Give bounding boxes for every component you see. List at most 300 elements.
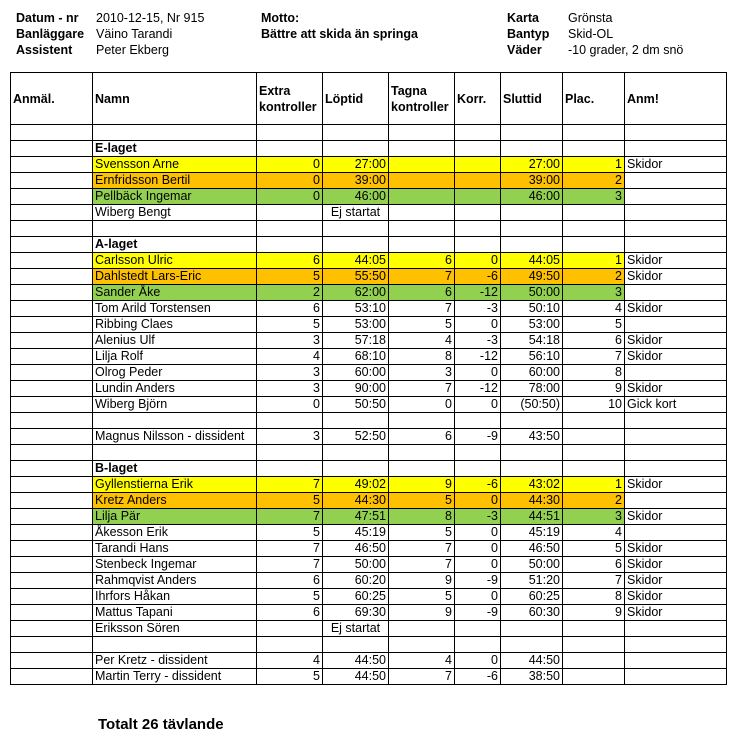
anmal-cell[interactable]	[11, 333, 93, 349]
name-cell[interactable]: Tarandi Hans	[93, 541, 257, 557]
korr-cell[interactable]: 0	[455, 493, 501, 509]
anm-cell[interactable]: Skidor	[625, 269, 727, 285]
sluttid-cell[interactable]: 60:00	[501, 365, 563, 381]
empty-cell[interactable]	[11, 141, 93, 157]
tagna-cell[interactable]	[389, 205, 455, 221]
anmal-cell[interactable]	[11, 573, 93, 589]
korr-cell[interactable]: -6	[455, 477, 501, 493]
empty-cell[interactable]	[389, 461, 455, 477]
korr-cell[interactable]: 0	[455, 317, 501, 333]
loptid-cell[interactable]: 60:20	[323, 573, 389, 589]
col-header-korr[interactable]: Korr.	[455, 73, 501, 125]
korr-cell[interactable]: -9	[455, 573, 501, 589]
korr-cell[interactable]: -12	[455, 349, 501, 365]
tagna-cell[interactable]: 8	[389, 349, 455, 365]
vader-value[interactable]: -10 grader, 2 dm snö	[568, 43, 684, 57]
korr-cell[interactable]: -3	[455, 333, 501, 349]
col-header-anm[interactable]: Anm!	[625, 73, 727, 125]
tagna-cell[interactable]	[389, 173, 455, 189]
tagna-cell[interactable]: 7	[389, 541, 455, 557]
tagna-cell[interactable]: 4	[389, 653, 455, 669]
extra-cell[interactable]: 3	[257, 381, 323, 397]
empty-cell[interactable]	[93, 125, 257, 141]
extra-cell[interactable]: 6	[257, 301, 323, 317]
empty-cell[interactable]	[11, 221, 93, 237]
anm-cell[interactable]	[625, 429, 727, 445]
anmal-cell[interactable]	[11, 381, 93, 397]
extra-cell[interactable]: 0	[257, 189, 323, 205]
empty-cell[interactable]	[389, 221, 455, 237]
empty-cell[interactable]	[257, 445, 323, 461]
anmal-cell[interactable]	[11, 365, 93, 381]
name-cell[interactable]: Kretz Anders	[93, 493, 257, 509]
anm-cell[interactable]: Skidor	[625, 541, 727, 557]
tagna-cell[interactable]: 0	[389, 397, 455, 413]
plac-cell[interactable]: 7	[563, 349, 625, 365]
empty-cell[interactable]	[501, 445, 563, 461]
empty-cell[interactable]	[625, 221, 727, 237]
tagna-cell[interactable]: 7	[389, 269, 455, 285]
tagna-cell[interactable]: 9	[389, 605, 455, 621]
empty-cell[interactable]	[501, 125, 563, 141]
extra-cell[interactable]: 5	[257, 269, 323, 285]
col-header-anmal[interactable]: Anmäl.	[11, 73, 93, 125]
anm-cell[interactable]	[625, 365, 727, 381]
plac-cell[interactable]	[563, 621, 625, 637]
anm-cell[interactable]: Skidor	[625, 589, 727, 605]
extra-cell[interactable]: 0	[257, 397, 323, 413]
plac-cell[interactable]: 3	[563, 285, 625, 301]
loptid-cell[interactable]: 49:02	[323, 477, 389, 493]
extra-cell[interactable]: 6	[257, 253, 323, 269]
sluttid-cell[interactable]: 44:05	[501, 253, 563, 269]
empty-cell[interactable]	[563, 237, 625, 253]
sluttid-cell[interactable]: 27:00	[501, 157, 563, 173]
anm-cell[interactable]	[625, 493, 727, 509]
anmal-cell[interactable]	[11, 189, 93, 205]
empty-cell[interactable]	[323, 413, 389, 429]
anmal-cell[interactable]	[11, 253, 93, 269]
plac-cell[interactable]: 3	[563, 509, 625, 525]
name-cell[interactable]: Alenius Ulf	[93, 333, 257, 349]
loptid-cell[interactable]: 44:30	[323, 493, 389, 509]
name-cell[interactable]: Lundin Anders	[93, 381, 257, 397]
empty-cell[interactable]	[93, 637, 257, 653]
plac-cell[interactable]: 10	[563, 397, 625, 413]
extra-cell[interactable]: 6	[257, 605, 323, 621]
empty-cell[interactable]	[455, 221, 501, 237]
loptid-cell[interactable]: 44:05	[323, 253, 389, 269]
sluttid-cell[interactable]	[501, 621, 563, 637]
korr-cell[interactable]: -6	[455, 269, 501, 285]
plac-cell[interactable]: 2	[563, 493, 625, 509]
empty-cell[interactable]	[625, 125, 727, 141]
anmal-cell[interactable]	[11, 525, 93, 541]
name-cell[interactable]: Olrog Peder	[93, 365, 257, 381]
empty-cell[interactable]	[323, 461, 389, 477]
sluttid-cell[interactable]: 44:51	[501, 509, 563, 525]
korr-cell[interactable]	[455, 621, 501, 637]
col-header-tagna[interactable]: Tagna kontroller	[389, 73, 455, 125]
tagna-cell[interactable]: 9	[389, 477, 455, 493]
empty-cell[interactable]	[323, 141, 389, 157]
anmal-cell[interactable]	[11, 301, 93, 317]
empty-cell[interactable]	[11, 461, 93, 477]
plac-cell[interactable]: 5	[563, 317, 625, 333]
loptid-cell[interactable]: 27:00	[323, 157, 389, 173]
tagna-cell[interactable]: 9	[389, 573, 455, 589]
korr-cell[interactable]	[455, 157, 501, 173]
empty-cell[interactable]	[323, 221, 389, 237]
empty-cell[interactable]	[257, 461, 323, 477]
anmal-cell[interactable]	[11, 541, 93, 557]
korr-cell[interactable]: 0	[455, 397, 501, 413]
tagna-cell[interactable]: 3	[389, 365, 455, 381]
empty-cell[interactable]	[389, 413, 455, 429]
korr-cell[interactable]: 0	[455, 589, 501, 605]
anmal-cell[interactable]	[11, 429, 93, 445]
anm-cell[interactable]: Skidor	[625, 333, 727, 349]
empty-cell[interactable]	[563, 413, 625, 429]
anm-cell[interactable]: Skidor	[625, 301, 727, 317]
tagna-cell[interactable]: 7	[389, 381, 455, 397]
name-cell[interactable]: Tom Arild Torstensen	[93, 301, 257, 317]
sluttid-cell[interactable]: 44:50	[501, 653, 563, 669]
anm-cell[interactable]: Skidor	[625, 557, 727, 573]
col-header-plac[interactable]: Plac.	[563, 73, 625, 125]
empty-cell[interactable]	[257, 221, 323, 237]
name-cell[interactable]: Mattus Tapani	[93, 605, 257, 621]
tagna-cell[interactable]	[389, 621, 455, 637]
tagna-cell[interactable]: 7	[389, 301, 455, 317]
assistent-value[interactable]: Peter Ekberg	[96, 43, 169, 57]
empty-cell[interactable]	[257, 413, 323, 429]
anmal-cell[interactable]	[11, 669, 93, 685]
extra-cell[interactable]: 5	[257, 525, 323, 541]
plac-cell[interactable]: 7	[563, 573, 625, 589]
plac-cell[interactable]: 4	[563, 301, 625, 317]
empty-cell[interactable]	[501, 237, 563, 253]
anm-cell[interactable]: Gick kort	[625, 397, 727, 413]
anmal-cell[interactable]	[11, 589, 93, 605]
name-cell[interactable]: Gyllenstierna Erik	[93, 477, 257, 493]
empty-cell[interactable]	[389, 237, 455, 253]
anmal-cell[interactable]	[11, 653, 93, 669]
empty-cell[interactable]	[11, 445, 93, 461]
anmal-cell[interactable]	[11, 605, 93, 621]
korr-cell[interactable]: -12	[455, 285, 501, 301]
extra-cell[interactable]: 3	[257, 429, 323, 445]
loptid-cell[interactable]: 44:50	[323, 653, 389, 669]
loptid-cell[interactable]: 53:10	[323, 301, 389, 317]
sluttid-cell[interactable]: 49:50	[501, 269, 563, 285]
empty-cell[interactable]	[257, 637, 323, 653]
korr-cell[interactable]: 0	[455, 365, 501, 381]
tagna-cell[interactable]: 5	[389, 317, 455, 333]
korr-cell[interactable]: 0	[455, 653, 501, 669]
anmal-cell[interactable]	[11, 557, 93, 573]
plac-cell[interactable]: 9	[563, 605, 625, 621]
anm-cell[interactable]	[625, 621, 727, 637]
extra-cell[interactable]: 7	[257, 557, 323, 573]
empty-cell[interactable]	[93, 221, 257, 237]
name-cell[interactable]: Magnus Nilsson - dissident	[93, 429, 257, 445]
name-cell[interactable]: Martin Terry - dissident	[93, 669, 257, 685]
empty-cell[interactable]	[563, 461, 625, 477]
korr-cell[interactable]: 0	[455, 253, 501, 269]
col-header-loptid[interactable]: Löptid	[323, 73, 389, 125]
anmal-cell[interactable]	[11, 477, 93, 493]
plac-cell[interactable]: 1	[563, 157, 625, 173]
empty-cell[interactable]	[455, 413, 501, 429]
sluttid-cell[interactable]: 56:10	[501, 349, 563, 365]
anmal-cell[interactable]	[11, 493, 93, 509]
anm-cell[interactable]	[625, 669, 727, 685]
anmal-cell[interactable]	[11, 285, 93, 301]
name-cell[interactable]: Sander Åke	[93, 285, 257, 301]
empty-cell[interactable]	[93, 445, 257, 461]
loptid-cell[interactable]: 44:50	[323, 669, 389, 685]
tagna-cell[interactable]: 8	[389, 509, 455, 525]
korr-cell[interactable]	[455, 173, 501, 189]
name-cell[interactable]: Dahlstedt Lars-Eric	[93, 269, 257, 285]
name-cell[interactable]: Ihrfors Håkan	[93, 589, 257, 605]
tagna-cell[interactable]	[389, 189, 455, 205]
empty-cell[interactable]	[625, 461, 727, 477]
empty-cell[interactable]	[389, 637, 455, 653]
loptid-cell[interactable]: 55:50	[323, 269, 389, 285]
empty-cell[interactable]	[257, 125, 323, 141]
korr-cell[interactable]	[455, 189, 501, 205]
empty-cell[interactable]	[455, 125, 501, 141]
sluttid-cell[interactable]: 43:50	[501, 429, 563, 445]
korr-cell[interactable]: 0	[455, 541, 501, 557]
empty-cell[interactable]	[501, 221, 563, 237]
extra-cell[interactable]: 5	[257, 669, 323, 685]
sluttid-cell[interactable]: 43:02	[501, 477, 563, 493]
anmal-cell[interactable]	[11, 157, 93, 173]
name-cell[interactable]: Per Kretz - dissident	[93, 653, 257, 669]
anm-cell[interactable]: Skidor	[625, 381, 727, 397]
empty-cell[interactable]	[501, 141, 563, 157]
empty-cell[interactable]	[455, 445, 501, 461]
sluttid-cell[interactable]: 60:25	[501, 589, 563, 605]
empty-cell[interactable]	[563, 221, 625, 237]
empty-cell[interactable]	[625, 237, 727, 253]
anm-cell[interactable]: Skidor	[625, 605, 727, 621]
name-cell[interactable]: Ribbing Claes	[93, 317, 257, 333]
sluttid-cell[interactable]: 51:20	[501, 573, 563, 589]
loptid-cell[interactable]: Ej startat	[323, 205, 389, 221]
korr-cell[interactable]: -6	[455, 669, 501, 685]
loptid-cell[interactable]: 60:00	[323, 365, 389, 381]
extra-cell[interactable]: 5	[257, 589, 323, 605]
motto-value[interactable]: Bättre att skida än springa	[261, 27, 418, 41]
korr-cell[interactable]	[455, 205, 501, 221]
extra-cell[interactable]: 4	[257, 653, 323, 669]
anm-cell[interactable]: Skidor	[625, 349, 727, 365]
anm-cell[interactable]	[625, 173, 727, 189]
extra-cell[interactable]: 5	[257, 493, 323, 509]
empty-cell[interactable]	[563, 445, 625, 461]
anm-cell[interactable]: Skidor	[625, 157, 727, 173]
sluttid-cell[interactable]: 39:00	[501, 173, 563, 189]
empty-cell[interactable]	[563, 141, 625, 157]
tagna-cell[interactable]: 5	[389, 525, 455, 541]
sluttid-cell[interactable]: 53:00	[501, 317, 563, 333]
plac-cell[interactable]: 6	[563, 333, 625, 349]
empty-cell[interactable]	[11, 637, 93, 653]
plac-cell[interactable]: 8	[563, 589, 625, 605]
plac-cell[interactable]	[563, 429, 625, 445]
empty-cell[interactable]	[93, 413, 257, 429]
loptid-cell[interactable]: 39:00	[323, 173, 389, 189]
loptid-cell[interactable]: 60:25	[323, 589, 389, 605]
plac-cell[interactable]: 1	[563, 477, 625, 493]
tagna-cell[interactable]: 7	[389, 557, 455, 573]
empty-cell[interactable]	[455, 461, 501, 477]
empty-cell[interactable]	[257, 141, 323, 157]
sluttid-cell[interactable]: 44:30	[501, 493, 563, 509]
name-cell[interactable]: Wiberg Björn	[93, 397, 257, 413]
extra-cell[interactable]: 7	[257, 477, 323, 493]
sluttid-cell[interactable]: (50:50)	[501, 397, 563, 413]
tagna-cell[interactable]: 6	[389, 429, 455, 445]
anm-cell[interactable]: Skidor	[625, 477, 727, 493]
name-cell[interactable]: Pellbäck Ingemar	[93, 189, 257, 205]
tagna-cell[interactable]: 7	[389, 669, 455, 685]
col-header-extra[interactable]: Extra kontroller	[257, 73, 323, 125]
anmal-cell[interactable]	[11, 397, 93, 413]
empty-cell[interactable]	[625, 637, 727, 653]
sluttid-cell[interactable]: 45:19	[501, 525, 563, 541]
plac-cell[interactable]: 8	[563, 365, 625, 381]
plac-cell[interactable]	[563, 669, 625, 685]
name-cell[interactable]: Lilja Pär	[93, 509, 257, 525]
korr-cell[interactable]: -12	[455, 381, 501, 397]
sluttid-cell[interactable]: 46:00	[501, 189, 563, 205]
group-name[interactable]: B-laget	[93, 461, 257, 477]
plac-cell[interactable]: 3	[563, 189, 625, 205]
tagna-cell[interactable]: 6	[389, 253, 455, 269]
plac-cell[interactable]: 4	[563, 525, 625, 541]
anm-cell[interactable]	[625, 653, 727, 669]
empty-cell[interactable]	[625, 141, 727, 157]
plac-cell[interactable]	[563, 205, 625, 221]
anm-cell[interactable]	[625, 205, 727, 221]
empty-cell[interactable]	[11, 125, 93, 141]
loptid-cell[interactable]: Ej startat	[323, 621, 389, 637]
sluttid-cell[interactable]: 50:10	[501, 301, 563, 317]
anmal-cell[interactable]	[11, 205, 93, 221]
extra-cell[interactable]: 3	[257, 365, 323, 381]
name-cell[interactable]: Stenbeck Ingemar	[93, 557, 257, 573]
plac-cell[interactable]: 5	[563, 541, 625, 557]
korr-cell[interactable]: 0	[455, 557, 501, 573]
loptid-cell[interactable]: 68:10	[323, 349, 389, 365]
korr-cell[interactable]: 0	[455, 525, 501, 541]
empty-cell[interactable]	[323, 637, 389, 653]
empty-cell[interactable]	[455, 237, 501, 253]
plac-cell[interactable]: 2	[563, 173, 625, 189]
extra-cell[interactable]: 0	[257, 157, 323, 173]
karta-value[interactable]: Grönsta	[568, 11, 613, 25]
plac-cell[interactable]	[563, 653, 625, 669]
sluttid-cell[interactable]: 50:00	[501, 557, 563, 573]
korr-cell[interactable]: -3	[455, 509, 501, 525]
name-cell[interactable]: Wiberg Bengt	[93, 205, 257, 221]
empty-cell[interactable]	[323, 125, 389, 141]
sluttid-cell[interactable]: 50:00	[501, 285, 563, 301]
extra-cell[interactable]: 7	[257, 541, 323, 557]
sluttid-cell[interactable]: 46:50	[501, 541, 563, 557]
anmal-cell[interactable]	[11, 173, 93, 189]
sluttid-cell[interactable]: 38:50	[501, 669, 563, 685]
empty-cell[interactable]	[389, 445, 455, 461]
loptid-cell[interactable]: 46:50	[323, 541, 389, 557]
anmal-cell[interactable]	[11, 509, 93, 525]
plac-cell[interactable]: 6	[563, 557, 625, 573]
extra-cell[interactable]: 6	[257, 573, 323, 589]
empty-cell[interactable]	[11, 413, 93, 429]
empty-cell[interactable]	[257, 237, 323, 253]
name-cell[interactable]: Ernfridsson Bertil	[93, 173, 257, 189]
sluttid-cell[interactable]: 78:00	[501, 381, 563, 397]
name-cell[interactable]: Carlsson Ulric	[93, 253, 257, 269]
name-cell[interactable]: Åkesson Erik	[93, 525, 257, 541]
loptid-cell[interactable]: 46:00	[323, 189, 389, 205]
name-cell[interactable]: Lilja Rolf	[93, 349, 257, 365]
extra-cell[interactable]: 2	[257, 285, 323, 301]
empty-cell[interactable]	[389, 141, 455, 157]
loptid-cell[interactable]: 57:18	[323, 333, 389, 349]
anmal-cell[interactable]	[11, 621, 93, 637]
empty-cell[interactable]	[11, 237, 93, 253]
tagna-cell[interactable]: 5	[389, 493, 455, 509]
extra-cell[interactable]: 0	[257, 173, 323, 189]
name-cell[interactable]: Rahmqvist Anders	[93, 573, 257, 589]
korr-cell[interactable]: -3	[455, 301, 501, 317]
col-header-namn[interactable]: Namn	[93, 73, 257, 125]
empty-cell[interactable]	[625, 413, 727, 429]
empty-cell[interactable]	[323, 237, 389, 253]
anm-cell[interactable]	[625, 525, 727, 541]
anm-cell[interactable]: Skidor	[625, 573, 727, 589]
loptid-cell[interactable]: 90:00	[323, 381, 389, 397]
anm-cell[interactable]: Skidor	[625, 509, 727, 525]
loptid-cell[interactable]: 53:00	[323, 317, 389, 333]
empty-cell[interactable]	[563, 125, 625, 141]
loptid-cell[interactable]: 50:50	[323, 397, 389, 413]
anmal-cell[interactable]	[11, 349, 93, 365]
anmal-cell[interactable]	[11, 317, 93, 333]
anm-cell[interactable]	[625, 285, 727, 301]
loptid-cell[interactable]: 47:51	[323, 509, 389, 525]
tagna-cell[interactable]: 4	[389, 333, 455, 349]
anmal-cell[interactable]	[11, 269, 93, 285]
extra-cell[interactable]: 5	[257, 317, 323, 333]
loptid-cell[interactable]: 50:00	[323, 557, 389, 573]
anm-cell[interactable]: Skidor	[625, 253, 727, 269]
anm-cell[interactable]	[625, 317, 727, 333]
col-header-sluttid[interactable]: Sluttid	[501, 73, 563, 125]
sluttid-cell[interactable]: 54:18	[501, 333, 563, 349]
plac-cell[interactable]: 9	[563, 381, 625, 397]
datum-value[interactable]: 2010-12-15, Nr 915	[96, 11, 205, 25]
anm-cell[interactable]	[625, 189, 727, 205]
extra-cell[interactable]: 7	[257, 509, 323, 525]
empty-cell[interactable]	[323, 445, 389, 461]
